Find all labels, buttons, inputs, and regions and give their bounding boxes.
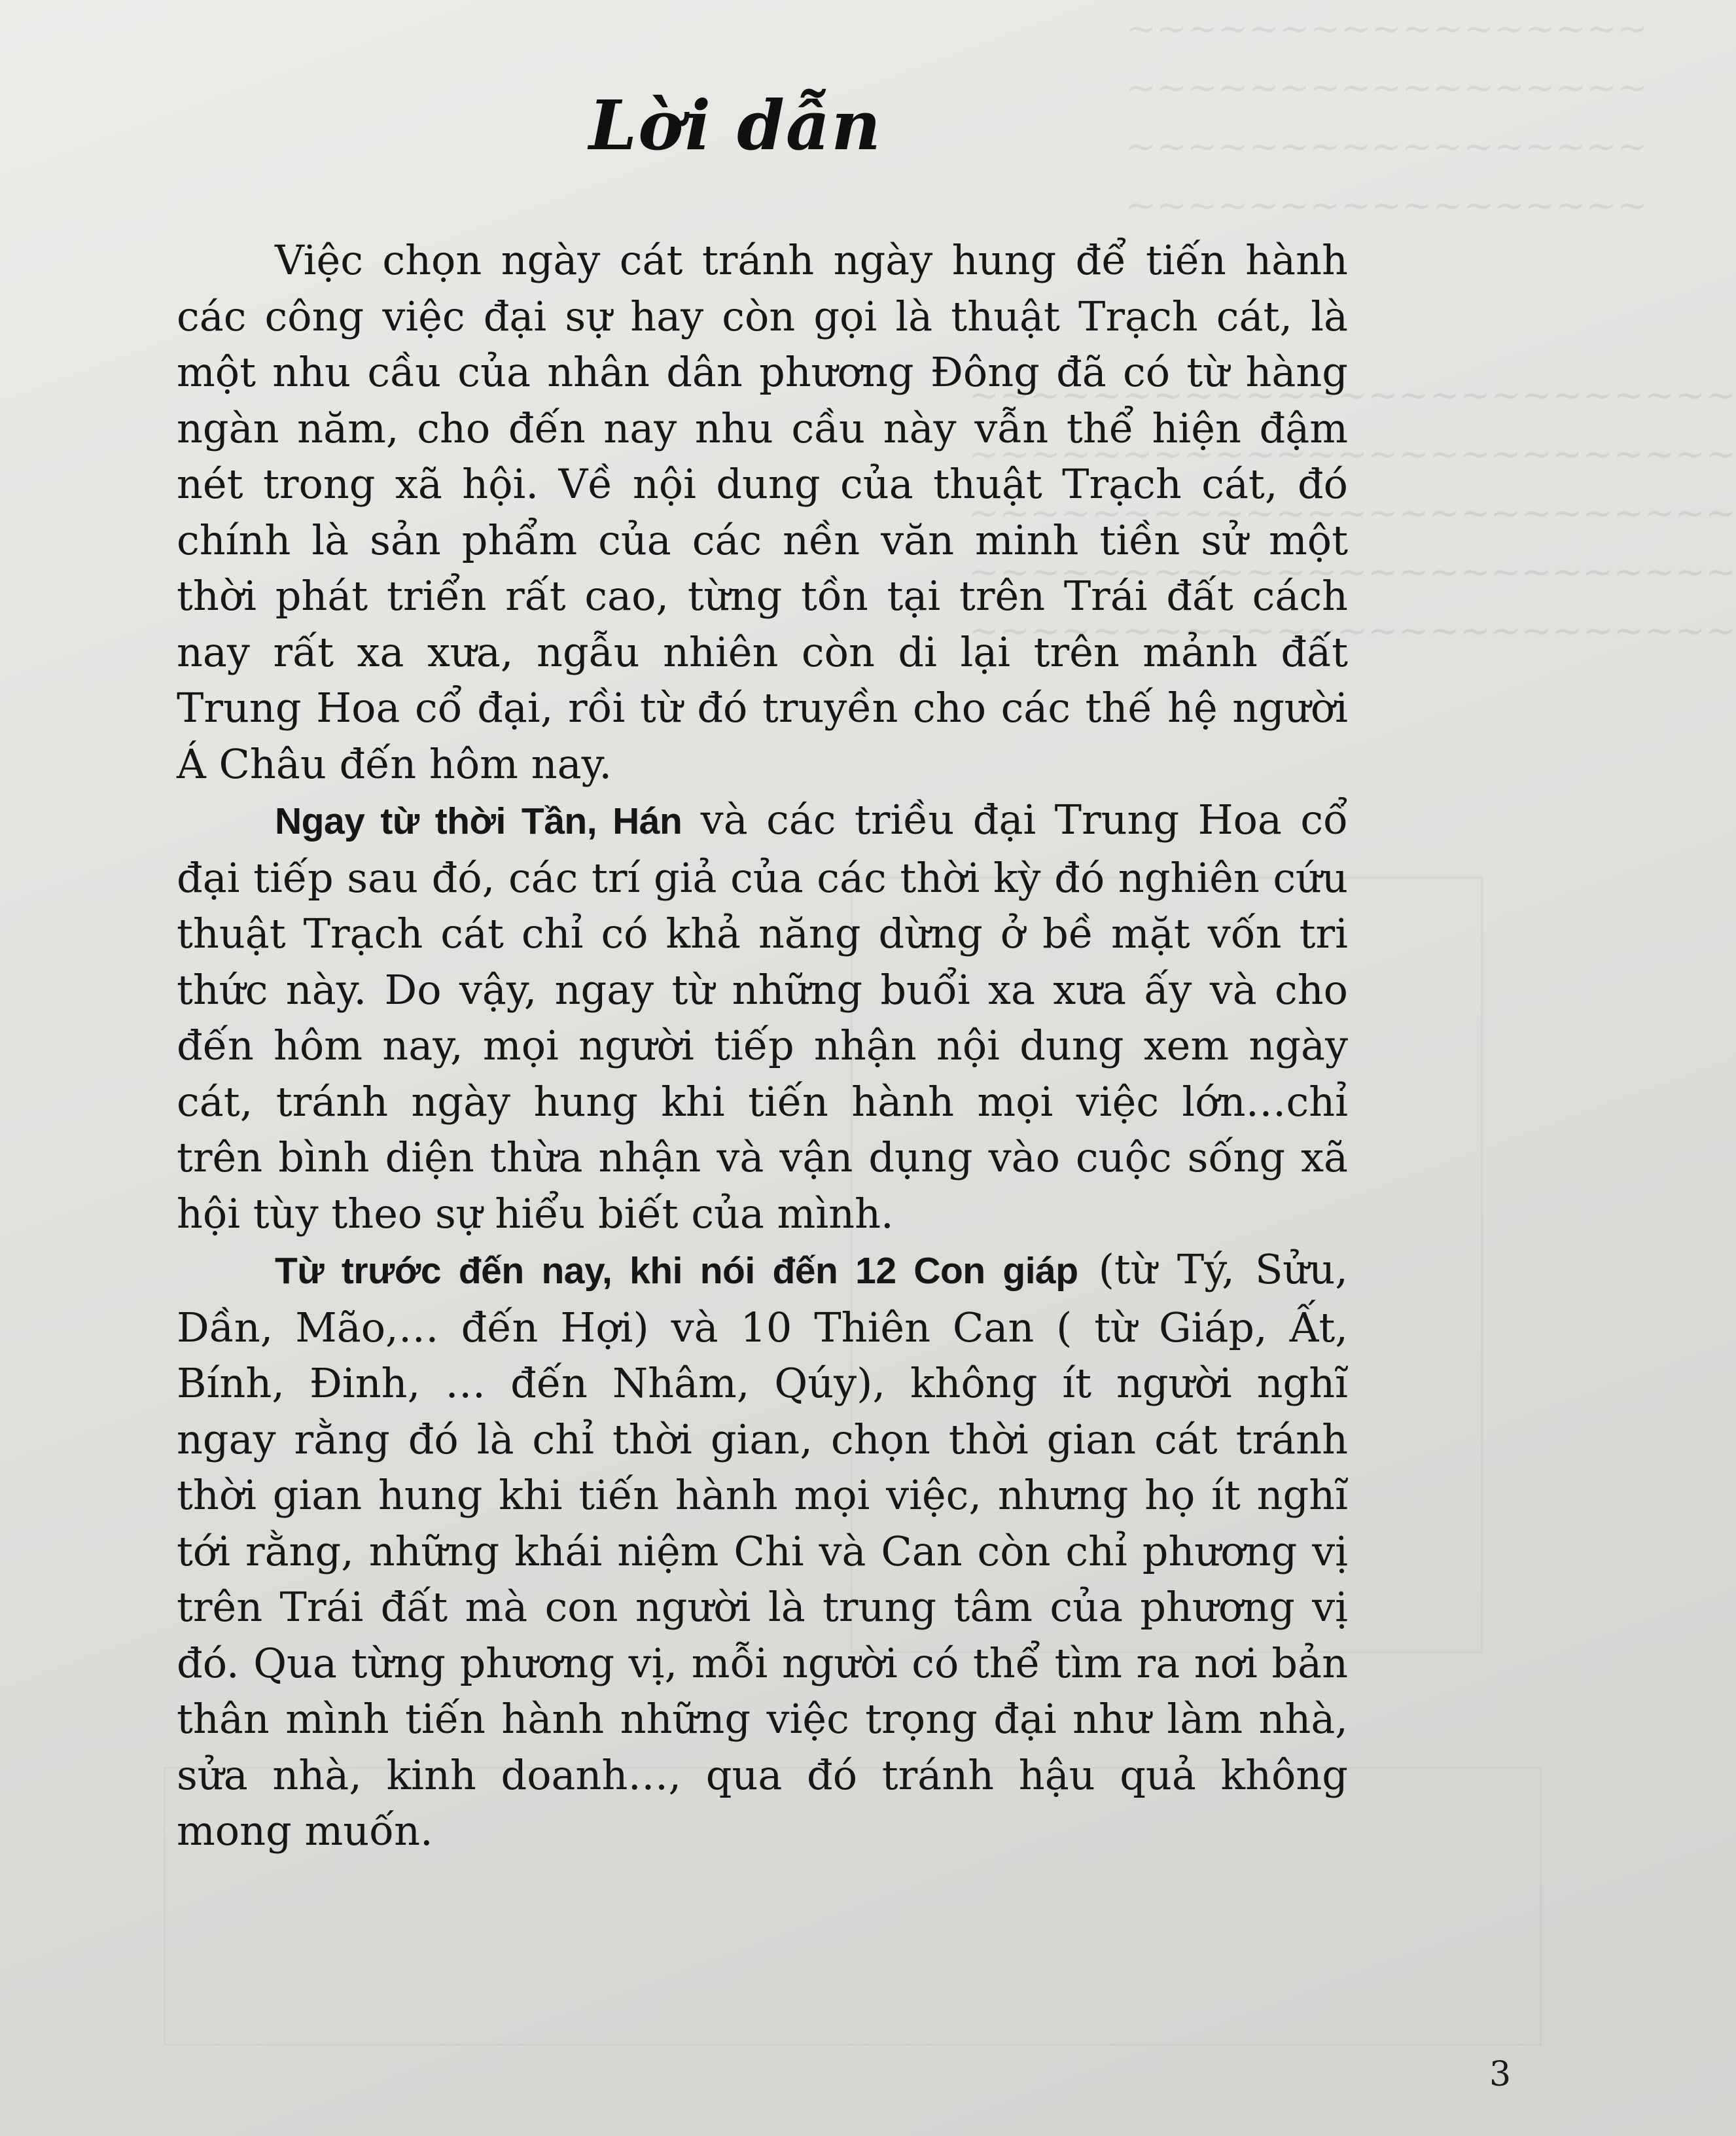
page-title: Lời dẫn [589,85,882,166]
paragraph [177,792,1348,1241]
paragraph-lead: Từ trước đến nay, khi nói đến 12 Con giáp [275,1250,1078,1292]
paragraph-text: và các triều đại Trung Hoa cổ đại tiếp sau đó, các trí giả của các thời kỳ đó nghiên cứu thuật Trạch cát chỉ có khả năng dừng ở bề mặt vốn tri thức này. Do vậy, ngay từ những buổi xa xưa ấy và cho đến hôm nay, mọi người tiếp nhận nội dung xem ngày cát, tránh ngày hung khi tiến hành mọi việc lớn…chỉ trên bình diện thừa nhận và vận dụng vào cuộc sống xã hội tùy theo sự hiểu biết của mình. [177,796,1348,1237]
paragraph-text: (từ Tý, Sửu, Dần, Mão,… đến Hợi) và 10 Thiên Can ( từ Giáp, Ất, Bính, Đinh, … đến Nhâm, Qúy), không ít người nghĩ ngay rằng đó là chỉ thời gian, chọn thời gian cát tránh thời gian hung khi tiến hành mọi việc, nhưng họ ít nghĩ tới rằng, những khái niệm Chi và Can còn chỉ phương vị trên Trái đất mà con người là trung tâm của phương vị đó. Qua từng phương vị, mỗi người có thể tìm ra nơi bản thân mình tiến hành những việc trọng đại như làm nhà, sửa nhà, kinh doanh…, qua đó tránh hậu quả không mong muốn. [177,1245,1348,1855]
paragraph-lead: Ngay từ thời Tần, Hán [275,800,682,842]
paragraph-text: Việc chọn ngày cát tránh ngày hung để tiến hành các công việc đại sự hay còn gọi là thuật Trạch cát, là một nhu cầu của nhân dân phương Đông đã có từ hàng ngàn năm, cho đến nay nhu cầu này vẫn thể hiện đậm nét trong xã hội. Về nội dung của thuật Trạch cát, đó chính là sản phẩm của các nền văn minh tiền sử một thời phát triển rất cao, từng tồn tại trên Trái đất cách nay rất xa xưa, ngẫu nhiên còn di lại trên mảnh đất Trung Hoa cổ đại, rồi từ đó truyền cho các thế hệ người Á Châu đến hôm nay. [177,236,1348,788]
bleed-through-text: ~~~~~~~~~~~~~~~~~~~~~~~~~ ~~~~~~~~~~~~~~~~~~~~~~~~~ ~~~~~~~~~~~~~~~~~~~~~~~~~ ~~~~~~~~~~~~~~~~~~~~~~~~~ ~~~~~~~~~~~~~~~~~~~~~~~~~ [968,374,1736,652]
paragraph [177,1241,1348,1859]
page-number: 3 [1489,2055,1512,2094]
paragraph [177,232,1348,792]
bleed-through-text: ~~~~~~~~~~~~~~~~~ ~~~~~~~~~~~~~~~~~ ~~~~~~~~~~~~~~~~~ ~~~~~~~~~~~~~~~~~ [1125,8,1648,227]
body-text [177,232,1348,1859]
